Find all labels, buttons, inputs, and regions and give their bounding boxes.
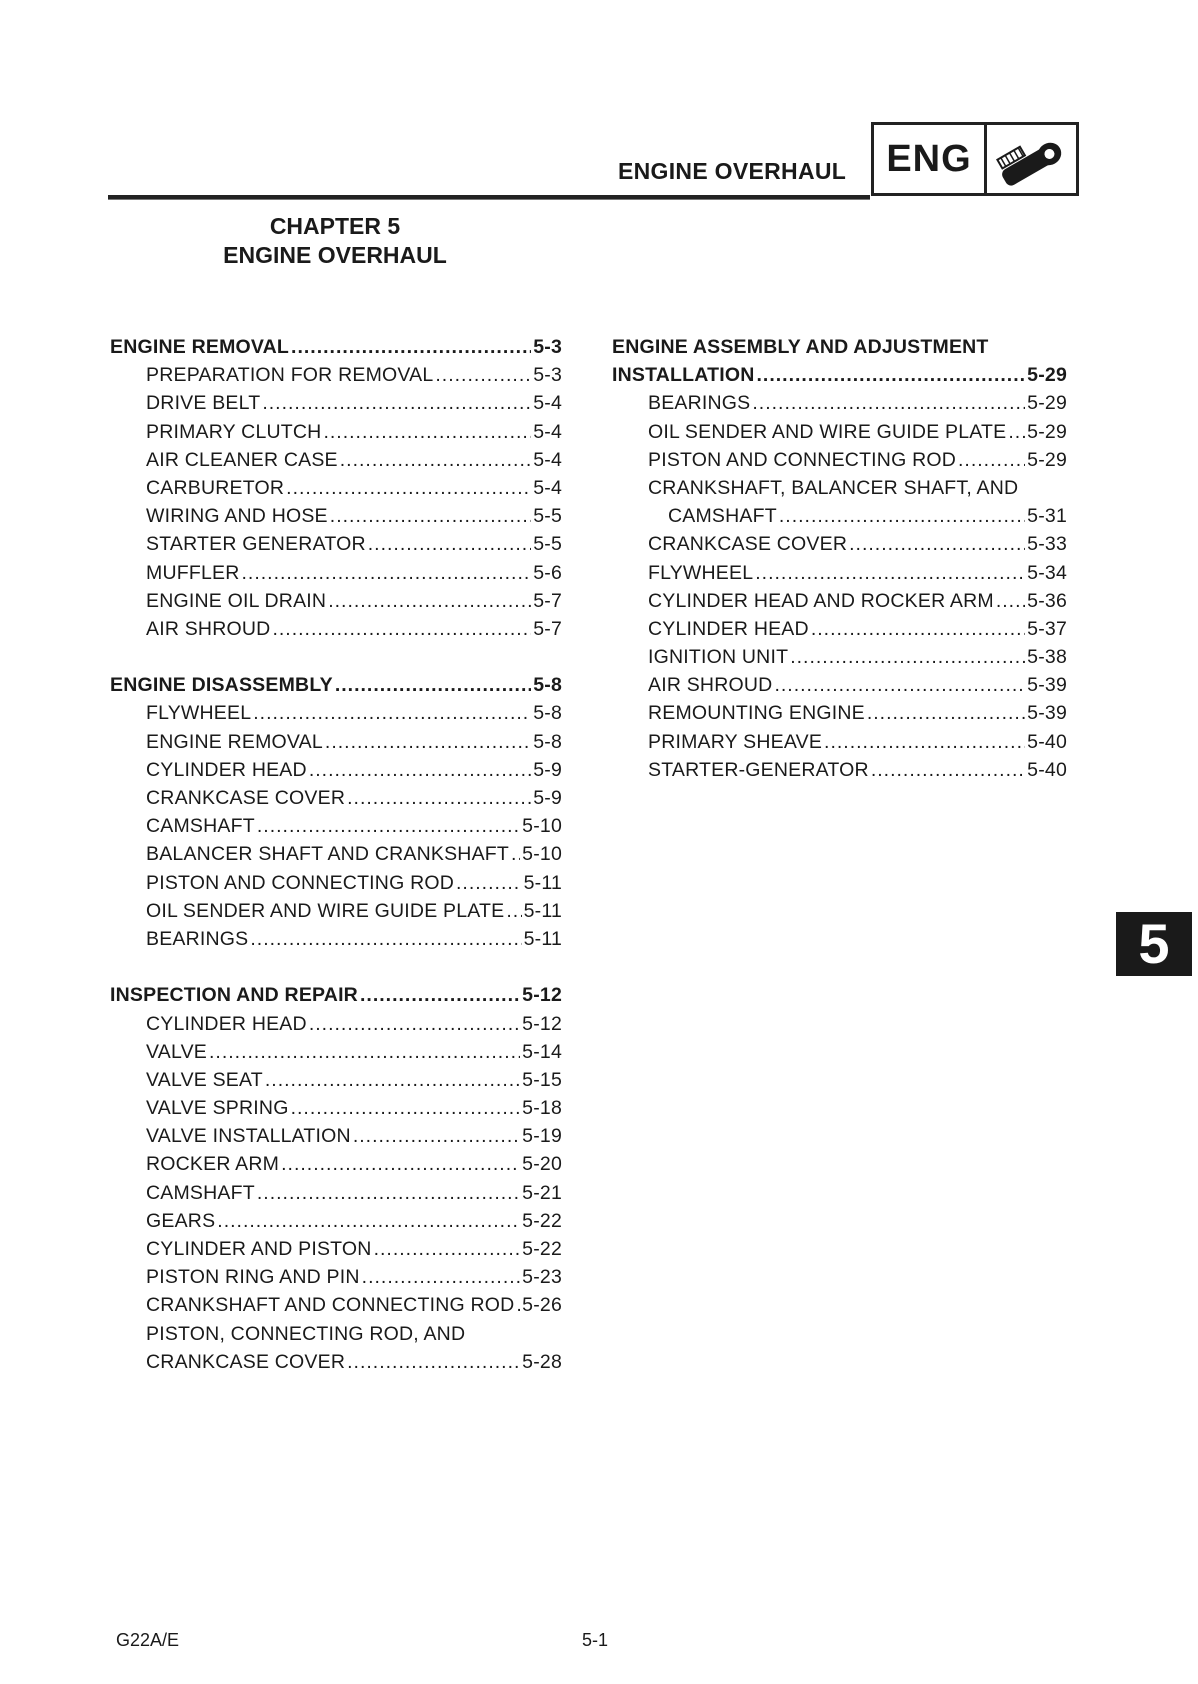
toc-entry: [110, 562, 562, 590]
toc-entry: [110, 1210, 562, 1238]
toc-page-number: 5-29: [1027, 420, 1067, 443]
toc-entry-label: DRIVE BELT: [146, 392, 261, 415]
toc-entry-label: PISTON AND CONNECTING ROD: [146, 871, 455, 894]
toc-leader-dots: [811, 618, 1025, 641]
toc-entry-label: CAMSHAFT: [146, 815, 255, 838]
toc-leader-dots: [779, 505, 1025, 528]
toc-page-number: 5-5: [533, 505, 562, 528]
toc-leader-dots: [360, 984, 520, 1007]
toc-entry-label: PISTON AND CONNECTING ROD: [648, 448, 957, 471]
toc-page-number: 5-6: [533, 561, 562, 584]
toc-entry: [612, 477, 1067, 505]
toc-page-number: 5-12: [522, 1012, 562, 1035]
toc-section-heading: [110, 674, 562, 702]
toc-entry: [612, 505, 1067, 533]
toc-entry-label: IGNITION UNIT: [648, 646, 789, 669]
toc-entry-label: CYLINDER AND PISTON: [146, 1238, 372, 1260]
toc-gap: [110, 646, 562, 674]
toc-entry: [612, 702, 1067, 730]
toc-page-number: 5-11: [523, 871, 562, 894]
toc-page-number: 5-4: [533, 448, 562, 471]
toc-leader-dots: [347, 787, 531, 810]
toc-page-number: 5-21: [522, 1181, 562, 1204]
toc-leader-dots: [335, 674, 531, 697]
toc-entry: [612, 759, 1067, 787]
chapter-number: CHAPTER 5: [269, 213, 401, 239]
chapter-title: ENGINE OVERHAUL: [223, 242, 447, 268]
toc-leader-dots: [996, 590, 1025, 613]
toc-leader-dots: [755, 562, 1025, 585]
toc-page-number: 5-14: [522, 1040, 562, 1063]
toc-page-number: 5-5: [533, 533, 562, 556]
toc-leader-dots: [281, 1153, 520, 1176]
toc-entry-label: ENGINE REMOVAL: [146, 730, 323, 753]
toc-leader-dots: [353, 1125, 520, 1148]
toc-gap: [110, 956, 562, 984]
toc-entry: [612, 646, 1067, 674]
toc-entry: [612, 618, 1067, 646]
toc-entry: [612, 590, 1067, 618]
footer-page-number: 5-1: [582, 1630, 609, 1650]
toc-entry-label: OIL SENDER AND WIRE GUIDE PLATE: [146, 899, 505, 922]
toc-entry: [110, 1182, 562, 1210]
toc-page-number: 5-29: [1027, 392, 1067, 415]
toc-leader-dots: [323, 421, 531, 444]
toc-leader-dots: [253, 702, 531, 725]
toc-entry-label: ENGINE DISASSEMBLY: [110, 674, 333, 697]
toc-entry: [612, 731, 1067, 759]
toc-entry: [110, 872, 562, 900]
toc-leader-dots: [286, 477, 531, 500]
toc-entry-label: VALVE INSTALLATION: [146, 1125, 351, 1148]
toc-entry: [110, 364, 562, 392]
toc-entry: [110, 759, 562, 787]
toc-leader-dots: [330, 505, 531, 528]
toc-entry-label: AIR CLEANER CASE: [146, 448, 338, 471]
toc-entry-label: OIL SENDER AND WIRE GUIDE PLATE: [648, 420, 1007, 443]
toc-entry-label: STARTER GENERATOR: [146, 533, 366, 556]
toc-leader-dots: [340, 449, 531, 472]
toc-entry-label: CAMSHAFT: [146, 1181, 255, 1204]
toc-page-number: 5-29: [1027, 448, 1067, 471]
toc-leader-dots: [368, 533, 531, 556]
toc-entry: [612, 449, 1067, 477]
toc-entry-label: ENGINE ASSEMBLY AND ADJUSTMENT: [612, 336, 989, 358]
toc-entry-label: MUFFLER: [146, 561, 240, 584]
toc-section-heading: [612, 336, 1067, 364]
header-rule: [108, 195, 870, 200]
toc-entry-label: BEARINGS: [648, 392, 751, 415]
toc-entry-label: AIR SHROUD: [146, 617, 271, 640]
chapter-tab: [1116, 912, 1192, 976]
toc-page-number: 5-3: [533, 336, 562, 358]
toc-entry-label: CAMSHAFT: [668, 505, 777, 528]
toc-page-number: 5-36: [1027, 589, 1067, 612]
toc-leader-dots: [958, 449, 1025, 472]
toc-entry-label: CYLINDER HEAD: [648, 617, 809, 640]
toc-leader-dots: [347, 1351, 520, 1374]
toc-leader-dots: [757, 364, 1026, 387]
toc-entry: [110, 1323, 562, 1351]
toc-entry-label: INSPECTION AND REPAIR: [110, 984, 358, 1007]
toc-entry: [110, 505, 562, 533]
toc-page-number: 5-22: [522, 1209, 562, 1232]
toc-entry: [110, 1041, 562, 1069]
toc-entry: [612, 421, 1067, 449]
toc-page-number: 5-10: [522, 815, 562, 838]
toc-page-number: 5-4: [533, 420, 562, 443]
toc-section-heading: [110, 984, 562, 1012]
toc-page-number: 5-7: [533, 617, 562, 640]
toc-entry-label: CYLINDER HEAD: [146, 758, 307, 781]
chapter-tab-number: 5: [1138, 912, 1170, 975]
toc-page-number: 5-20: [522, 1153, 562, 1176]
toc-entry: [110, 1097, 562, 1125]
toc-entry-label: VALVE SEAT: [146, 1068, 263, 1091]
toc-entry: [110, 1294, 562, 1322]
toc-entry: [612, 533, 1067, 561]
toc-leader-dots: [309, 759, 531, 782]
toc-leader-dots: [291, 1097, 521, 1120]
toc-entry: [110, 1125, 562, 1153]
toc-leader-dots: [824, 731, 1025, 754]
toc-leader-dots: [774, 674, 1025, 697]
toc-leader-dots: [291, 336, 531, 359]
footer-model: G22A/E: [116, 1630, 180, 1650]
toc-leader-dots: [241, 562, 531, 585]
toc-page-number: 5-31: [1027, 505, 1067, 528]
toc-page-number: 5-37: [1027, 617, 1067, 640]
toc-entry-label: REMOUNTING ENGINE: [648, 702, 865, 725]
toc-leader-dots: [871, 759, 1025, 782]
toc-entry: [110, 1266, 562, 1294]
toc-entry: [110, 900, 562, 928]
toc-leader-dots: [867, 702, 1025, 725]
toc-entry: [110, 1013, 562, 1041]
toc-entry: [110, 618, 562, 646]
toc-page-number: 5-7: [533, 589, 562, 612]
toc-leader-dots: [435, 364, 531, 387]
eng-badge-label: ENG: [874, 125, 987, 193]
toc-leader-dots: [325, 731, 531, 754]
toc-entry-label: CARBURETOR: [146, 476, 285, 499]
toc-page-number: 5-22: [522, 1238, 562, 1260]
toc-leader-dots: [506, 900, 521, 923]
toc-entry-label: ROCKER ARM: [146, 1153, 280, 1176]
toc-page-number: 5-40: [1027, 758, 1067, 781]
toc-leader-dots: [374, 1238, 521, 1261]
toc-entry: [110, 843, 562, 871]
toc-leader-dots: [262, 392, 531, 415]
toc-page-number: 5-12: [522, 984, 562, 1007]
toc-entry: [612, 674, 1067, 702]
toc-entry-label: BEARINGS: [146, 927, 249, 950]
toc-leader-dots: [362, 1266, 521, 1289]
toc-page-number: 5-4: [533, 476, 562, 499]
toc-entry: [110, 449, 562, 477]
toc-page-number: 5-33: [1027, 533, 1067, 556]
toc-leader-dots: [217, 1210, 520, 1233]
toc-entry: [110, 533, 562, 561]
toc-page-number: 5-10: [522, 843, 562, 866]
toc-entry-label: CYLINDER HEAD: [146, 1012, 307, 1035]
header-title: ENGINE OVERHAUL: [618, 158, 847, 184]
toc-page-number: 5-19: [522, 1125, 562, 1148]
toc-entry-label: CRANKCASE COVER: [146, 787, 346, 809]
toc-page-number: 5-26: [522, 1294, 562, 1317]
toc-leader-dots: [752, 392, 1025, 415]
toc-entry-label: CRANKCASE COVER: [648, 533, 848, 556]
toc-section-heading: [612, 364, 1067, 392]
toc-entry: [110, 815, 562, 843]
toc-entry: [110, 392, 562, 420]
toc-page-number: 5-9: [533, 758, 562, 781]
toc-entry: [110, 1069, 562, 1097]
toc-section-heading: [110, 336, 562, 364]
toc-leader-dots: [516, 1294, 520, 1317]
toc-entry-label: STARTER-GENERATOR: [648, 758, 869, 781]
toc-entry-label: ENGINE OIL DRAIN: [146, 589, 327, 612]
toc-page-number: 5-23: [522, 1266, 562, 1289]
toc-entry: [110, 590, 562, 618]
toc-page-number: 5-11: [523, 899, 562, 922]
engine-icon: [988, 129, 1074, 191]
toc-leader-dots: [209, 1041, 520, 1064]
toc-entry-label: CYLINDER HEAD AND ROCKER ARM: [648, 589, 994, 612]
toc-leader-dots: [849, 533, 1025, 556]
toc-leader-dots: [257, 815, 520, 838]
toc-entry-label: GEARS: [146, 1209, 216, 1232]
toc-entry: [110, 787, 562, 815]
toc-entry-label: PISTON RING AND PIN: [146, 1266, 360, 1289]
toc-entry-label: PISTON, CONNECTING ROD, AND: [146, 1322, 466, 1345]
toc-entry-label: PREPARATION FOR REMOVAL: [146, 364, 434, 387]
toc-entry-label: PRIMARY CLUTCH: [146, 420, 322, 443]
toc-page-number: 5-29: [1027, 364, 1067, 387]
toc-entry: [612, 392, 1067, 420]
toc-page-number: 5-18: [522, 1097, 562, 1120]
toc-entry-label: VALVE SPRING: [146, 1097, 289, 1120]
toc-entry: [110, 1238, 562, 1266]
toc-leader-dots: [790, 646, 1025, 669]
toc-leader-dots: [328, 590, 531, 613]
toc-entry-label: ENGINE REMOVAL: [110, 336, 290, 358]
toc-leader-dots: [272, 618, 531, 641]
toc-page-number: 5-34: [1027, 561, 1067, 584]
toc-entry: [110, 928, 562, 956]
toc-entry-label: BALANCER SHAFT AND CRANKSHAFT: [146, 843, 510, 866]
toc-left-column: [110, 336, 562, 1379]
toc-page-number: 5-11: [523, 927, 562, 950]
toc-entry-label: CRANKSHAFT AND CONNECTING ROD: [146, 1294, 515, 1317]
toc-page-number: 5-4: [533, 392, 562, 415]
toc-page-number: 5-3: [533, 364, 562, 387]
toc-entry: [110, 1351, 562, 1379]
toc-entry-label: PRIMARY SHEAVE: [648, 730, 823, 753]
toc-entry-label: WIRING AND HOSE: [146, 505, 328, 528]
toc-entry-label: VALVE: [146, 1040, 207, 1063]
toc-page-number: 5-28: [522, 1350, 562, 1373]
toc-entry: [110, 731, 562, 759]
toc-right-column: [612, 336, 1067, 787]
toc-page-number: 5-38: [1027, 646, 1067, 669]
toc-leader-dots: [456, 872, 522, 895]
toc-entry-label: INSTALLATION: [612, 364, 755, 387]
toc-page-number: 5-8: [533, 730, 562, 753]
toc-leader-dots: [1008, 421, 1025, 444]
toc-leader-dots: [309, 1013, 520, 1036]
toc-page-number: 5-9: [533, 787, 562, 809]
toc-entry: [110, 421, 562, 449]
toc-entry-label: FLYWHEEL: [648, 561, 754, 584]
toc-page-number: 5-39: [1027, 702, 1067, 725]
toc-entry: [612, 562, 1067, 590]
toc-leader-dots: [250, 928, 521, 951]
toc-leader-dots: [511, 843, 520, 866]
toc-entry-label: AIR SHROUD: [648, 674, 773, 697]
toc-leader-dots: [265, 1069, 520, 1092]
toc-leader-dots: [257, 1182, 520, 1205]
toc-page-number: 5-15: [522, 1068, 562, 1091]
toc-entry: [110, 702, 562, 730]
toc-page-number: 5-8: [533, 674, 562, 697]
toc-page-number: 5-40: [1027, 730, 1067, 753]
eng-badge: [871, 122, 1079, 196]
toc-entry-label: FLYWHEEL: [146, 702, 252, 725]
toc-entry-label: CRANKSHAFT, BALANCER SHAFT, AND: [648, 476, 1019, 499]
toc-entry-label: CRANKCASE COVER: [146, 1350, 346, 1373]
toc-entry: [110, 1153, 562, 1181]
toc-entry: [110, 477, 562, 505]
toc-page-number: 5-8: [533, 702, 562, 725]
toc-page-number: 5-39: [1027, 674, 1067, 697]
